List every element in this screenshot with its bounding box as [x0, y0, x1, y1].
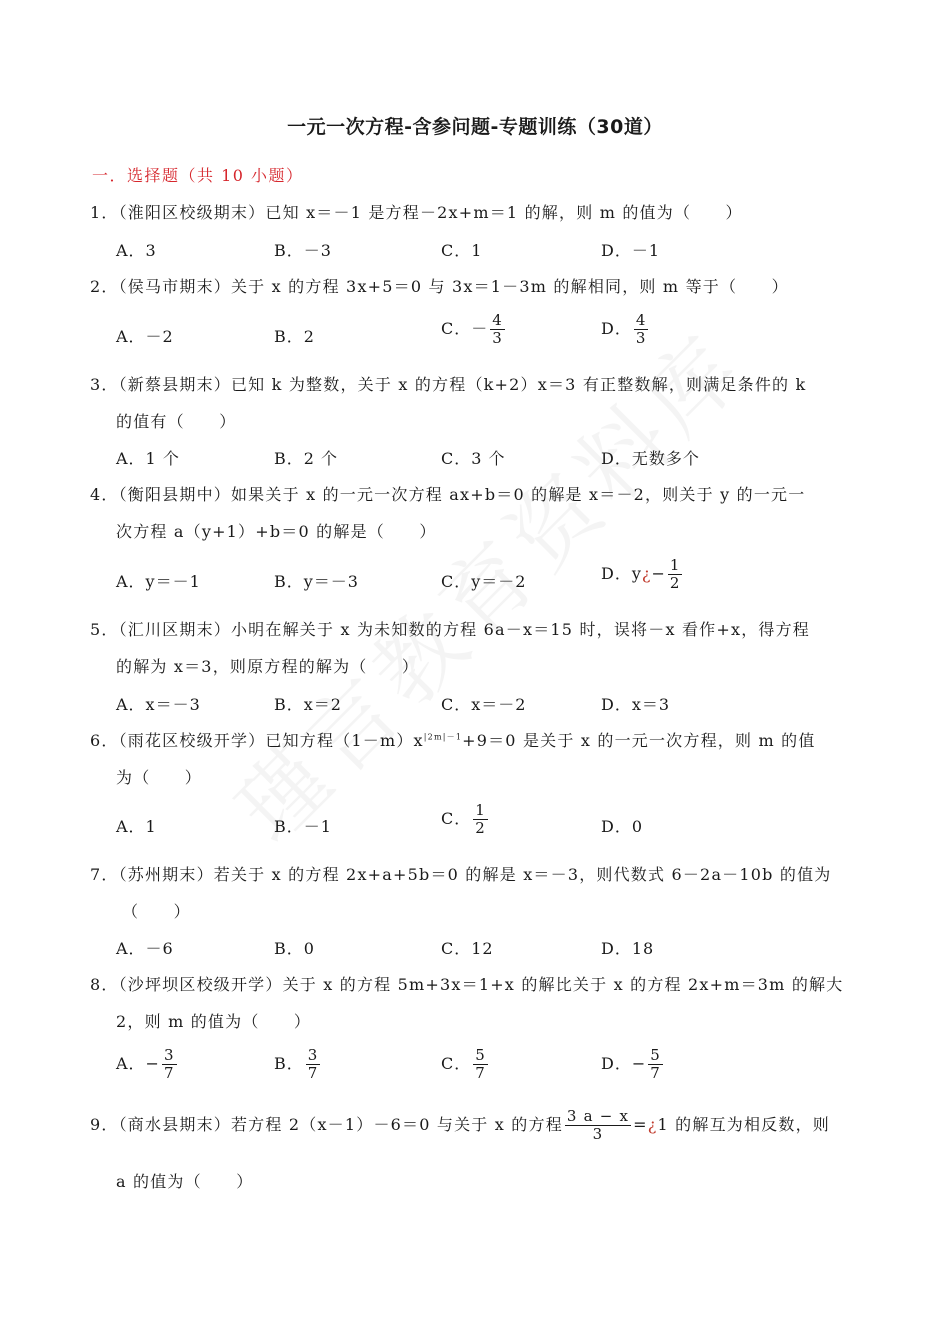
question-1: 1．（淮阳区校级期末）已知 x＝－1 是方程－2x+m＝1 的解，则 m 的值为（ ） — [90, 203, 743, 222]
q8-a-denominator: 7 — [163, 1064, 175, 1082]
question-6-part2: +9＝0 是关于 x 的一元一次方程，则 m 的值 — [462, 731, 816, 750]
page-title: 一元一次方程-含参问题-专题训练（30道） — [287, 116, 663, 138]
q7-option-a: A．－6 — [116, 939, 174, 958]
q6-c-numerator: 1 — [475, 801, 486, 819]
q4-d-denominator: 2 — [669, 574, 681, 592]
question-8: 8．（沙坪坝区校级开学）关于 x 的方程 5m+3x＝1+x 的解比关于 x 的方程 2x+m＝3m 的解大 — [90, 975, 844, 994]
q4-option-d — [601, 557, 684, 592]
q2-option-c-label: C．－ — [441, 319, 489, 338]
question-9-part1: 9．（商水县期末）若方程 2（x－1）－6＝0 与关于 x 的方程 — [90, 1115, 563, 1134]
q8-option-d — [601, 1047, 665, 1082]
q2-option-d-label: D． — [601, 319, 632, 338]
q2-option-c — [441, 312, 507, 347]
q2-d-numerator: 4 — [635, 311, 647, 329]
q1-option-b: B．－3 — [274, 241, 332, 260]
q6-option-c-fraction — [473, 802, 488, 837]
q6-option-d: D．0 — [601, 817, 644, 836]
q7-option-d: D．18 — [601, 939, 655, 958]
q6-option-a: A．1 — [116, 817, 157, 836]
q9-mark: ¿ — [647, 1115, 658, 1134]
q4-d-mark: ¿ — [641, 564, 652, 583]
question-6 — [90, 728, 816, 751]
question-4: 4．（衡阳县期中）如果关于 x 的一元一次方程 ax+b＝0 的解是 x＝－2，则关于 y 的一元一 — [90, 485, 806, 504]
q6-option-b: B．－1 — [274, 817, 332, 836]
question-2: 2．（侯马市期末）关于 x 的方程 3x+5＝0 与 3x＝1－3m 的解相同，则 m 等于（ ） — [90, 277, 789, 296]
q7-option-b: B．0 — [274, 939, 315, 958]
q8-option-a — [116, 1047, 179, 1082]
q8-d-numerator: 5 — [650, 1046, 661, 1064]
q4-option-d-label: D．y — [601, 564, 642, 583]
question-7: 7．（苏州期末）若关于 x 的方程 2x+a+5b＝0 的解是 x＝－3，则代数式 6－2a－10b 的值为 — [90, 865, 832, 884]
q8-option-a-fraction — [162, 1047, 177, 1082]
q2-d-denominator: 3 — [635, 329, 647, 347]
q5-option-d: D．x＝3 — [601, 695, 671, 714]
q3-option-a: A．1 个 — [116, 449, 180, 468]
question-3-cont: 的值有（ ） — [116, 412, 237, 431]
q5-option-b: B．x＝2 — [274, 695, 342, 714]
q8-d-denominator: 7 — [650, 1064, 661, 1082]
q5-option-c: C．x＝－2 — [441, 695, 527, 714]
q8-option-b-label: B． — [274, 1054, 304, 1073]
q4-d-minus: − — [651, 564, 666, 583]
q9-equals: = — [633, 1115, 648, 1134]
q2-option-d — [601, 312, 650, 347]
question-6-cont: 为（ ） — [116, 768, 203, 787]
q1-option-a: A．3 — [116, 241, 157, 260]
q4-option-d-fraction — [668, 557, 683, 592]
question-5: 5．（汇川区期末）小明在解关于 x 为未知数的方程 6a－x＝15 时，误将－x 看作+x，得方程 — [90, 620, 810, 639]
q2-option-b: B．2 — [274, 327, 315, 346]
q7-option-c: C．12 — [441, 939, 494, 958]
q2-option-c-fraction — [490, 312, 505, 347]
question-9-cont: a 的值为（ ） — [116, 1172, 254, 1191]
q5-option-a: A．x＝－3 — [116, 695, 201, 714]
q8-c-denominator: 7 — [475, 1064, 486, 1082]
q3-option-b: B．2 个 — [274, 449, 339, 468]
q4-option-b: B．y＝－3 — [274, 572, 359, 591]
q8-option-b-fraction — [306, 1047, 321, 1082]
q3-option-d: D．无数多个 — [601, 449, 700, 468]
q6-option-c-label: C． — [441, 809, 472, 828]
q8-c-numerator: 5 — [475, 1046, 486, 1064]
q6-c-denominator: 2 — [475, 819, 486, 837]
question-6-exponent: |2m|－1 — [423, 732, 463, 742]
q4-d-numerator: 1 — [669, 556, 681, 574]
q8-option-c-label: C． — [441, 1054, 472, 1073]
question-9 — [90, 1108, 830, 1143]
question-5-cont: 的解为 x＝3，则原方程的解为（ ） — [116, 657, 420, 676]
q8-a-numerator: 3 — [163, 1046, 175, 1064]
q8-option-c — [441, 1047, 490, 1082]
question-8-cont: 2，则 m 的值为（ ） — [116, 1012, 312, 1031]
q4-option-c: C．y＝－2 — [441, 572, 527, 591]
question-7-cont: （ ） — [122, 902, 191, 921]
question-9-fraction — [565, 1108, 631, 1143]
q8-b-numerator: 3 — [307, 1046, 319, 1064]
q9-denominator: 3 — [592, 1125, 604, 1143]
section-heading: 一．选择题（共 10 小题） — [92, 166, 304, 185]
q2-c-numerator: 4 — [492, 311, 503, 329]
q8-b-denominator: 7 — [307, 1064, 319, 1082]
q3-option-c: C．3 个 — [441, 449, 506, 468]
question-3: 3．（新蔡县期末）已知 k 为整数，关于 x 的方程（k+2）x＝3 有正整数解，则满足条件的 k — [90, 375, 807, 394]
q8-option-c-fraction — [473, 1047, 488, 1082]
q6-option-c — [441, 802, 490, 837]
q2-option-a: A．－2 — [116, 327, 174, 346]
q4-option-a: A．y＝－1 — [116, 572, 201, 591]
question-4-cont: 次方程 a（y+1）+b＝0 的解是（ ） — [116, 522, 437, 541]
q2-c-denominator: 3 — [492, 329, 503, 347]
q8-option-b — [274, 1047, 322, 1082]
q1-option-c: C．1 — [441, 241, 483, 260]
q8-option-a-label: A．− — [116, 1054, 160, 1073]
q8-option-d-label: D．− — [601, 1054, 647, 1073]
question-9-part2: 1 的解互为相反数，则 — [657, 1115, 830, 1134]
q1-option-d: D．－1 — [601, 241, 661, 260]
question-6-part1: 6．（雨花区校级开学）已知方程（1－m）x — [90, 731, 424, 750]
q9-numerator: 3 a − x — [566, 1107, 630, 1125]
q2-option-d-fraction — [634, 312, 649, 347]
q8-option-d-fraction — [648, 1047, 663, 1082]
